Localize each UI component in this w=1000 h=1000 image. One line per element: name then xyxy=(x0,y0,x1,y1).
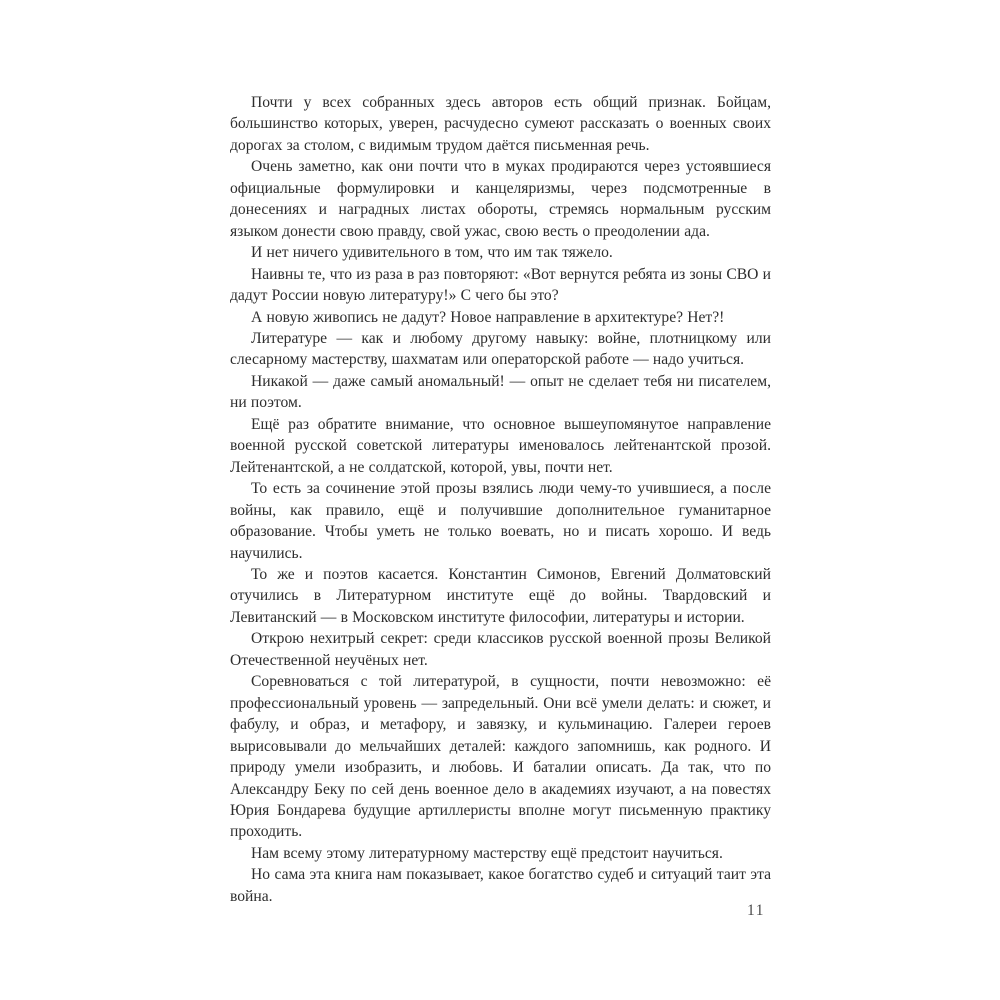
paragraph: А новую живопись не дадут? Новое направление в архитектуре? Нет?! xyxy=(251,308,725,326)
paragraph: Нам всему этому литературному мастерству ещё предстоит научиться. xyxy=(251,844,723,862)
paragraph: Почти у всех собранных здесь авторов есть общий признак. Бойцам, большинство которых, уверен, расчудесно сумеют рассказать о военных своих дорогах за столом, с видимым трудом даётся письменная речь. xyxy=(230,94,771,154)
paragraph: Литературе — как и любому другому навыку: войне, плотницкому или слесарному мастерству, шахматам или операторской работе — надо учиться. xyxy=(230,329,771,369)
paragraph: Очень заметно, как они почти что в муках продираются через устоявшиеся официальные формулировки и канцеляризмы, через подсмотренные в донесениях и наградных листах обороты, стремясь нормальным русским языком донести свою правду, свой ужас, свою весть о преодолении ада. xyxy=(230,158,771,240)
page-number: 11 xyxy=(747,902,765,919)
paragraph: Ещё раз обратите внимание, что основное вышеупомянутое направление военной русской советской литературы именовалось лейтенантской прозой. Лейтенантской, а не солдатской, которой, увы, почти нет. xyxy=(230,415,771,476)
paragraph: Наивны те, что из раза в раз повторяют: «Вот вернутся ребята из зоны СВО и дадут России новую литературу!» С чего бы это? xyxy=(230,265,771,305)
paragraph: То же и поэтов касается. Константин Симонов, Евгений Долматовский отучились в Литературном институте ещё до войны. Твардовский и Левитанский — в Московском институте философии, литературы и истории. xyxy=(230,565,771,626)
paragraph: Открою нехитрый секрет: среди классиков русской военной прозы Великой Отечественной неучёных нет. xyxy=(230,630,771,669)
paragraph: И нет ничего удивительного в том, что им так тяжело. xyxy=(251,244,613,262)
text-block xyxy=(230,92,771,907)
paragraph: То есть за сочинение этой прозы взялись люди чему-то учившиеся, а после войны, как правило, ещё и получившие дополнительное гуманитарное образование. Чтобы уметь не только воевать, но и писать хорошо. И ведь научились. xyxy=(230,480,771,562)
paragraph: Соревноваться с той литературой, в сущности, почти невозможно: её профессиональный уровень — запредельный. Они всё умели делать: и сюжет, и фабулу, и образ, и метафору, и завязку, и кульминацию. Галереи героев вырисовывали до мельчайших деталей: каждого запомнишь, как родного. И природу умели изобразить, и любовь. И баталии описать. Да так, что по Александру Беку по сей день военное дело в академиях изучают, а на повестях Юрия Бондарева будущие артиллеристы вполне могут письменную практику проходить. xyxy=(230,673,771,841)
paragraph: Никакой — даже самый аномальный! — опыт не сделает тебя ни писателем, ни поэтом. xyxy=(230,372,771,412)
paragraph: Но сама эта книга нам показывает, какое богатство судеб и ситуаций таит эта война. xyxy=(230,866,771,905)
